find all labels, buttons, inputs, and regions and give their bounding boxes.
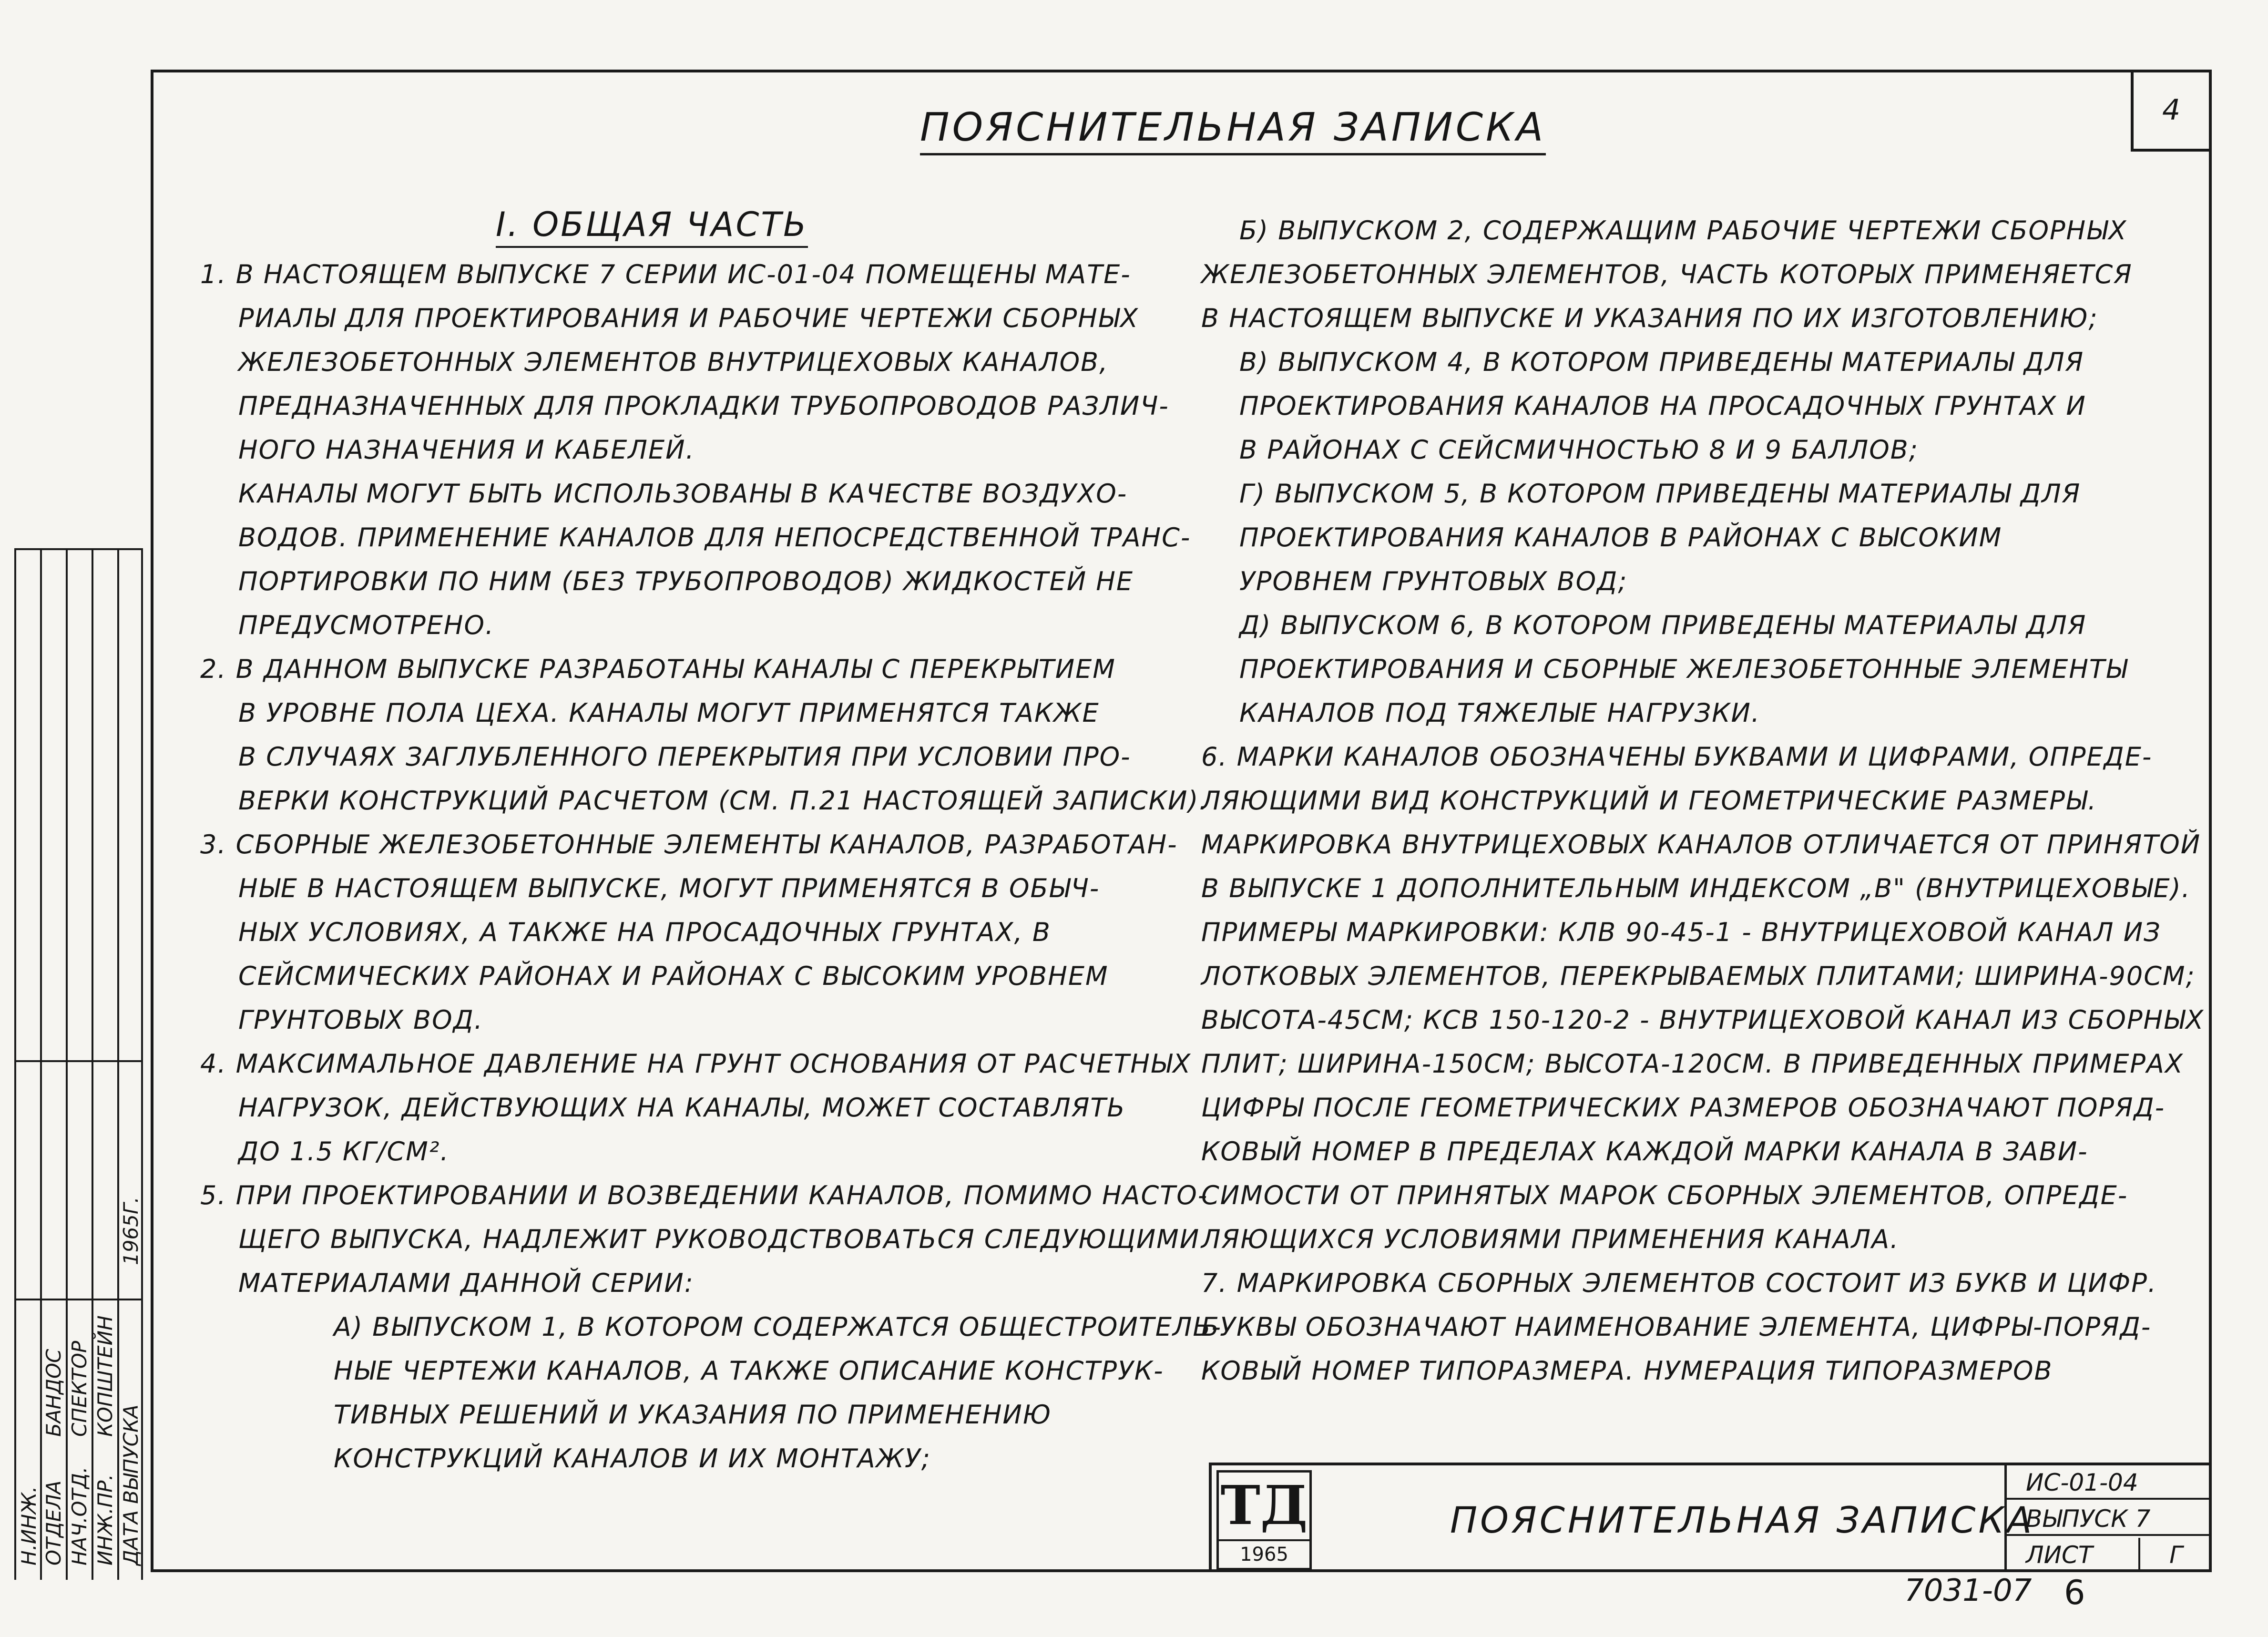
stamp-divider <box>14 1299 143 1300</box>
stamp-label: ДАТА ВЫПУСКА <box>119 1404 143 1565</box>
stamp-label: НАЧ.ОТД. <box>68 1466 91 1565</box>
document-number: 7031-07 <box>1904 1573 2032 1608</box>
left-text-line: ПОРТИРОВКИ ПО НИМ (БЕЗ ТРУБОПРОВОДОВ) ЖИДКОСТЕЙ НЕ <box>238 566 1134 596</box>
stamp-divider <box>14 550 16 1580</box>
left-text-column <box>200 253 1222 1481</box>
left-text-line: 1. В НАСТОЯЩЕМ ВЫПУСКЕ 7 СЕРИИ ИС-01-04 ПОМЕЩЕНЫ МАТЕ- <box>200 259 1131 289</box>
right-text-line: 6. МАРКИ КАНАЛОВ ОБОЗНАЧЕНЫ БУКВАМИ И ЦИФРАМИ, ОПРЕДЕ- <box>1201 742 2153 772</box>
right-text-line: ВЫСОТА-45СМ; КСВ 150-120-2 - ВНУТРИЦЕХОВОЙ КАНАЛ ИЗ СБОРНЫХ <box>1201 1005 2205 1035</box>
logo-mark: ТД <box>1220 1474 1308 1537</box>
stamp-label: ИНЖ.ПР. <box>93 1474 117 1565</box>
issue-number: ВЫПУСК 7 <box>2026 1505 2151 1533</box>
logo-year: 1965 <box>1219 1539 1309 1568</box>
issue-cell <box>2007 1502 2212 1536</box>
approval-stamp <box>14 548 143 1580</box>
left-text-line: ДО 1.5 КГ/СМ². <box>238 1136 450 1166</box>
left-text-line: ПРЕДНАЗНАЧЕННЫХ ДЛЯ ПРОКЛАДКИ ТРУБОПРОВОДОВ РАЗЛИЧ- <box>238 391 1169 421</box>
left-text-line: В УРОВНЕ ПОЛА ЦЕХА. КАНАЛЫ МОГУТ ПРИМЕНЯТСЯ ТАКЖЕ <box>238 698 1100 728</box>
left-text-line: ГРУНТОВЫХ ВОД. <box>238 1005 483 1035</box>
right-text-line: КОВЫЙ НОМЕР ТИПОРАЗМЕРА. НУМЕРАЦИЯ ТИПОРАЗМЕРОВ <box>1201 1356 2053 1386</box>
stamp-label: ОТДЕЛА <box>42 1480 65 1565</box>
left-text-line: НАГРУЗОК, ДЕЙСТВУЮЩИХ НА КАНАЛЫ, МОЖЕТ СОСТАВЛЯТЬ <box>238 1093 1126 1123</box>
title-block-cells <box>2004 1465 2212 1572</box>
right-text-line: ЖЕЛЕЗОБЕТОННЫХ ЭЛЕМЕНТОВ, ЧАСТЬ КОТОРЫХ ПРИМЕНЯЕТСЯ <box>1201 259 2133 289</box>
right-text-line: ПРОЕКТИРОВАНИЯ КАНАЛОВ В РАЙОНАХ С ВЫСОКИМ <box>1239 522 2002 552</box>
stamp-label: Н.ИНЖ. <box>17 1486 41 1565</box>
left-text-line: ЩЕГО ВЫПУСКА, НАДЛЕЖИТ РУКОВОДСТВОВАТЬСЯ СЛЕДУЮЩИМИ <box>238 1224 1200 1254</box>
right-text-line: В НАСТОЯЩЕМ ВЫПУСКЕ И УКАЗАНИЯ ПО ИХ ИЗГОТОВЛЕНИЮ; <box>1201 303 2098 333</box>
right-text-line: ЛЯЮЩИМИ ВИД КОНСТРУКЦИЙ И ГЕОМЕТРИЧЕСКИЕ РАЗМЕРЫ. <box>1201 786 2097 816</box>
left-text-line: СЕЙСМИЧЕСКИХ РАЙОНАХ И РАЙОНАХ С ВЫСОКИМ УРОВНЕМ <box>238 961 1109 991</box>
right-text-line: В) ВЫПУСКОМ 4, В КОТОРОМ ПРИВЕДЕНЫ МАТЕРИАЛЫ ДЛЯ <box>1239 347 2084 377</box>
right-text-line: ПЛИТ; ШИРИНА-150СМ; ВЫСОТА-120СМ. В ПРИВЕДЕННЫХ ПРИМЕРАХ <box>1201 1049 2184 1079</box>
right-text-line: ПРОЕКТИРОВАНИЯ И СБОРНЫЕ ЖЕЛЕЗОБЕТОННЫЕ ЭЛЕМЕНТЫ <box>1239 654 2128 684</box>
left-text-line: НОГО НАЗНАЧЕНИЯ И КАБЕЛЕЙ. <box>238 435 695 465</box>
corner-number-box <box>2131 71 2211 152</box>
left-text-line: 2. В ДАННОМ ВЫПУСКЕ РАЗРАБОТАНЫ КАНАЛЫ С ПЕРЕКРЫТИЕМ <box>200 654 1116 684</box>
right-text-line: МАРКИРОВКА ВНУТРИЦЕХОВЫХ КАНАЛОВ ОТЛИЧАЕТСЯ ОТ ПРИНЯТОЙ <box>1201 829 2201 859</box>
right-text-line: КОВЫЙ НОМЕР В ПРЕДЕЛАХ КАЖДОЙ МАРКИ КАНАЛА В ЗАВИ- <box>1201 1136 2088 1166</box>
left-text-line: А) ВЫПУСКОМ 1, В КОТОРОМ СОДЕРЖАТСЯ ОБЩЕСТРОИТЕЛЬ- <box>334 1312 1222 1342</box>
left-text-line: 3. СБОРНЫЕ ЖЕЛЕЗОБЕТОННЫЕ ЭЛЕМЕНТЫ КАНАЛОВ, РАЗРАБОТАН- <box>200 829 1178 859</box>
left-text-line: В СЛУЧАЯХ ЗАГЛУБЛЕННОГО ПЕРЕКРЫТИЯ ПРИ УСЛОВИИ ПРО- <box>238 742 1131 772</box>
stamp-name: СПЕКТОР <box>68 1340 91 1437</box>
series-code: ИС-01-04 <box>2026 1469 2138 1496</box>
stamp-divider <box>14 1060 143 1062</box>
right-text-line: УРОВНЕМ ГРУНТОВЫХ ВОД; <box>1239 566 1628 596</box>
right-text-line: Б) ВЫПУСКОМ 2, СОДЕРЖАЩИМ РАБОЧИЕ ЧЕРТЕЖИ СБОРНЫХ <box>1239 215 2127 246</box>
left-text-line: ТИВНЫХ РЕШЕНИЙ И УКАЗАНИЯ ПО ПРИМЕНЕНИЮ <box>334 1400 1052 1430</box>
left-text-line: НЫЕ В НАСТОЯЩЕМ ВЫПУСКЕ, МОГУТ ПРИМЕНЯТСЯ В ОБЫЧ- <box>238 873 1100 903</box>
right-text-line: ЛЯЮЩИХСЯ УСЛОВИЯМИ ПРИМЕНЕНИЯ КАНАЛА. <box>1201 1224 1900 1254</box>
left-text-line: ВЕРКИ КОНСТРУКЦИЙ РАСЧЕТОМ (СМ. П.21 НАСТОЯЩЕЙ ЗАПИСКИ). <box>238 786 1208 816</box>
right-text-column <box>1201 209 2205 1393</box>
left-text-line: ВОДОВ. ПРИМЕНЕНИЕ КАНАЛОВ ДЛЯ НЕПОСРЕДСТВЕННОЙ ТРАНС- <box>238 522 1191 552</box>
left-text-line: 5. ПРИ ПРОЕКТИРОВАНИИ И ВОЗВЕДЕНИИ КАНАЛОВ, ПОМИМО НАСТО- <box>200 1180 1208 1210</box>
left-text-line: НЫХ УСЛОВИЯХ, А ТАКЖЕ НА ПРОСАДОЧНЫХ ГРУНТАХ, В <box>238 917 1051 947</box>
left-text-line: ПРЕДУСМОТРЕНО. <box>238 610 495 640</box>
corner-number: 4 <box>2162 93 2181 127</box>
stamp-name: КОПШТЕЙН <box>93 1315 117 1437</box>
sheet-cell <box>2007 1538 2212 1572</box>
left-text-line: КАНАЛЫ МОГУТ БЫТЬ ИСПОЛЬЗОВАНЫ В КАЧЕСТВЕ ВОЗДУХО- <box>238 479 1128 509</box>
right-text-line: БУКВЫ ОБОЗНАЧАЮТ НАИМЕНОВАНИЕ ЭЛЕМЕНТА, ЦИФРЫ-ПОРЯД- <box>1201 1312 2152 1342</box>
right-text-line: ПРИМЕРЫ МАРКИРОВКИ: КЛВ 90-45-1 - ВНУТРИЦЕХОВОЙ КАНАЛ ИЗ <box>1201 917 2161 947</box>
right-text-line: В ВЫПУСКЕ 1 ДОПОЛНИТЕЛЬНЫМ ИНДЕКСОМ „В" (ВНУТРИЦЕХОВЫЕ). <box>1201 873 2191 903</box>
right-text-line: ЛОТКОВЫХ ЭЛЕМЕНТОВ, ПЕРЕКРЫВАЕМЫХ ПЛИТАМИ; ШИРИНА-90СМ; <box>1201 961 2196 991</box>
left-text-line: ЖЕЛЕЗОБЕТОННЫХ ЭЛЕМЕНТОВ ВНУТРИЦЕХОВЫХ КАНАЛОВ, <box>238 347 1109 377</box>
right-text-line: Д) ВЫПУСКОМ 6, В КОТОРОМ ПРИВЕДЕНЫ МАТЕРИАЛЫ ДЛЯ <box>1239 610 2087 640</box>
section-title: I. ОБЩАЯ ЧАСТЬ <box>496 205 808 248</box>
left-text-line: РИАЛЫ ДЛЯ ПРОЕКТИРОВАНИЯ И РАБОЧИЕ ЧЕРТЕЖИ СБОРНЫХ <box>238 303 1139 333</box>
right-text-line: ПРОЕКТИРОВАНИЯ КАНАЛОВ НА ПРОСАДОЧНЫХ ГРУНТАХ И <box>1239 391 2086 421</box>
left-text-line: НЫЕ ЧЕРТЕЖИ КАНАЛОВ, А ТАКЖЕ ОПИСАНИЕ КОНСТРУК- <box>334 1356 1164 1386</box>
title-block <box>1209 1463 2212 1572</box>
left-text-line: КОНСТРУКЦИЙ КАНАЛОВ И ИХ МОНТАЖУ; <box>334 1443 931 1473</box>
left-text-line: МАТЕРИАЛАМИ ДАННОЙ СЕРИИ: <box>238 1268 695 1298</box>
series-cell <box>2007 1465 2212 1500</box>
right-text-line: СИМОСТИ ОТ ПРИНЯТЫХ МАРОК СБОРНЫХ ЭЛЕМЕНТОВ, ОПРЕДЕ- <box>1201 1180 2128 1210</box>
page-number: 6 <box>2064 1573 2085 1612</box>
title-block-title: ПОЯСНИТЕЛЬНАЯ ЗАПИСКА <box>1450 1499 2035 1541</box>
sheet-label: ЛИСТ <box>2026 1541 2093 1569</box>
right-text-line: Г) ВЫПУСКОМ 5, В КОТОРОМ ПРИВЕДЕНЫ МАТЕРИАЛЫ ДЛЯ <box>1239 479 2081 509</box>
right-text-line: ЦИФРЫ ПОСЛЕ ГЕОМЕТРИЧЕСКИХ РАЗМЕРОВ ОБОЗНАЧАЮТ ПОРЯД- <box>1201 1093 2166 1123</box>
stamp-year: 1965Г. <box>119 1197 143 1265</box>
right-text-line: В РАЙОНАХ С СЕЙСМИЧНОСТЬЮ 8 И 9 БАЛЛОВ; <box>1239 435 1919 465</box>
sheet-value: Г <box>2138 1538 2212 1572</box>
left-text-line: 4. МАКСИМАЛЬНОЕ ДАВЛЕНИЕ НА ГРУНТ ОСНОВАНИЯ ОТ РАСЧЕТНЫХ <box>200 1049 1192 1079</box>
right-text-line: 7. МАРКИРОВКА СБОРНЫХ ЭЛЕМЕНТОВ СОСТОИТ ИЗ БУКВ И ЦИФР. <box>1201 1268 2157 1298</box>
stamp-name: БАНДОС <box>42 1349 65 1437</box>
institute-logo <box>1216 1470 1312 1570</box>
right-text-line: КАНАЛОВ ПОД ТЯЖЕЛЫЕ НАГРУЗКИ. <box>1239 698 1761 728</box>
page-title: ПОЯСНИТЕЛЬНАЯ ЗАПИСКА <box>920 105 1546 155</box>
